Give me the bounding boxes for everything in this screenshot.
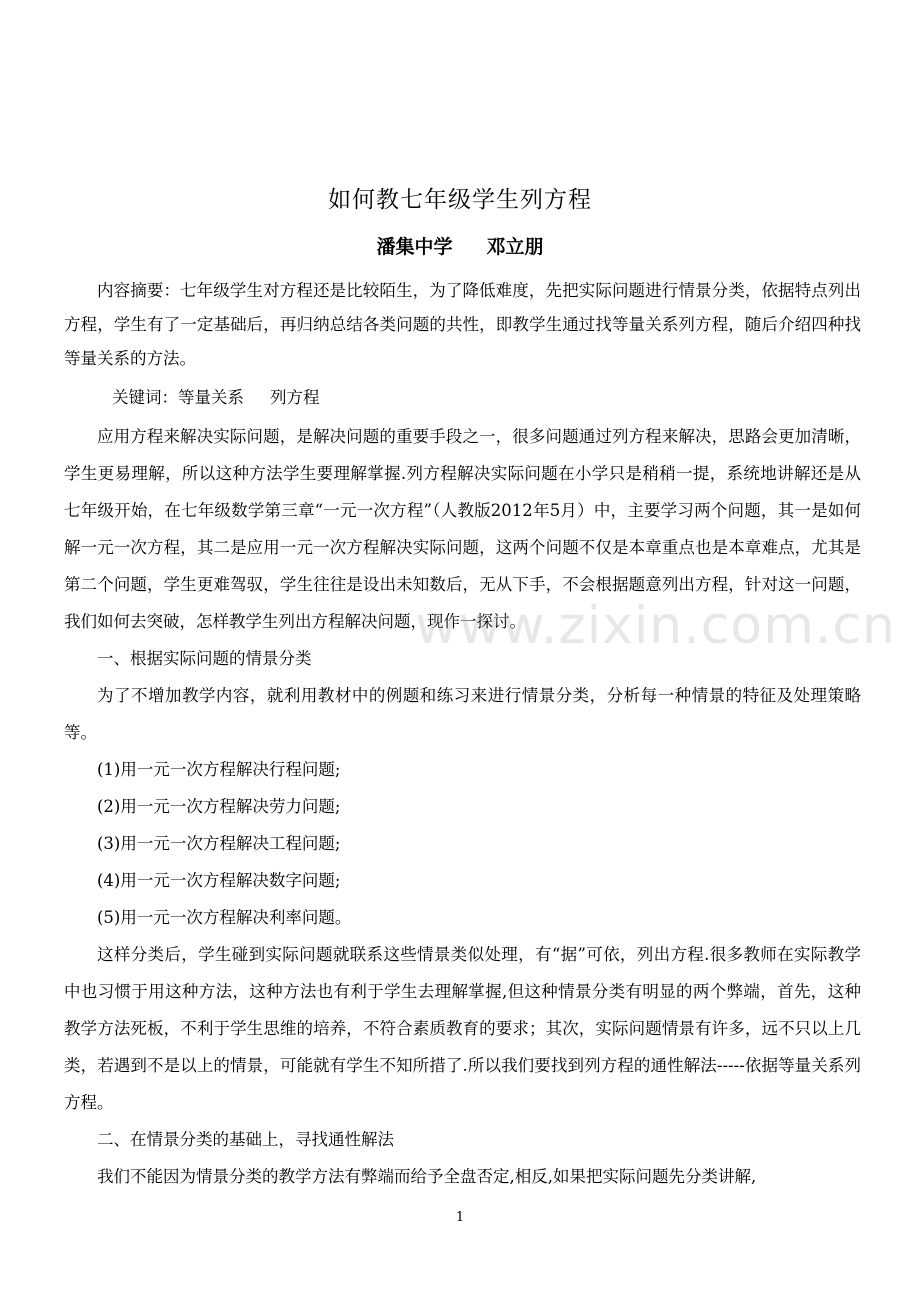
abstract-paragraph: 内容摘要：七年级学生对方程还是比较陌生，为了降低难度，先把实际问题进行情景分类，依据特点列出方程，学生有了一定基础后，再归纳总结各类问题的共性，即教学生通过找等量关系列方程，随后介绍四种找等量关系的方法。 <box>64 281 861 368</box>
body-content <box>64 418 861 1195</box>
school-name: 潘集中学 <box>376 236 453 258</box>
list-item: (2)用一元一次方程解决劳力问题; <box>97 797 341 816</box>
page-number: 1 <box>455 1210 465 1225</box>
author-name: 邓立朋 <box>486 236 544 258</box>
author-line <box>0 232 920 262</box>
section2-heading: 二、在情景分类的基础上，寻找通性解法 <box>97 1130 394 1149</box>
section1-conclusion: 这样分类后，学生碰到实际问题就联系这些情景类似处理，有“据”可依，列出方程.很多教师在实际教学中也习惯于用这种方法，这种方法也有利于学生去理解掌握,但这种情景分类有明显的两个弊端，首先，这种教学方法死板，不利于学生思维的培养，不符合素质教育的要求；其次，实际问题情景有许多，远不只以上几类，若遇到不是以上的情景，可能就有学生不知所措了.所以我们要找到列方程的通性解法-----依据等量关系列方程。 <box>64 945 861 1112</box>
list-item: (3)用一元一次方程解决工程问题; <box>97 834 341 853</box>
keywords-label: 关键词：等量关系 <box>112 388 244 407</box>
list-item: (1)用一元一次方程解决行程问题; <box>97 760 341 779</box>
keyword-second: 列方程 <box>270 388 320 407</box>
list-item: (5)用一元一次方程解决利率问题。 <box>97 908 352 927</box>
section1-heading: 一、根据实际问题的情景分类 <box>97 649 312 668</box>
document-title: 如何教七年级学生列方程 <box>328 187 592 213</box>
section2-paragraph: 我们不能因为情景分类的教学方法有弊端而给予全盘否定,相反,如果把实际问题先分类讲解, <box>97 1167 757 1186</box>
list-item: (4)用一元一次方程解决数字问题; <box>97 871 341 890</box>
watermark: www.zixin.com.cn <box>415 596 896 656</box>
section1-paragraph: 为了不增加教学内容，就利用教材中的例题和练习来进行情景分类，分析每一种情景的特征及处理策略等。 <box>64 686 861 742</box>
keywords-line <box>112 381 320 415</box>
intro-paragraph: 应用方程来解决实际问题，是解决问题的重要手段之一，很多问题通过列方程来解决，思路会更加清晰，学生更易理解，所以这种方法学生要理解掌握.列方程解决实际问题在小学只是稍稍一提，系统地讲解还是从七年级开始，在七年级数学第三章“一元一次方程”（人教版2012年5月）中，主要学习两个问题，其一是如何解一元一次方程，其二是应用一元一次方程解决实际问题，这两个问题不仅是本章重点也是本章难点，尤其是第二个问题，学生更难驾驭，学生往往是设出未知数后，无从下手，不会根据题意列出方程，针对这一问题，我们如何去突破，怎样教学生列出方程解决问题，现作一探讨。 <box>64 427 861 631</box>
